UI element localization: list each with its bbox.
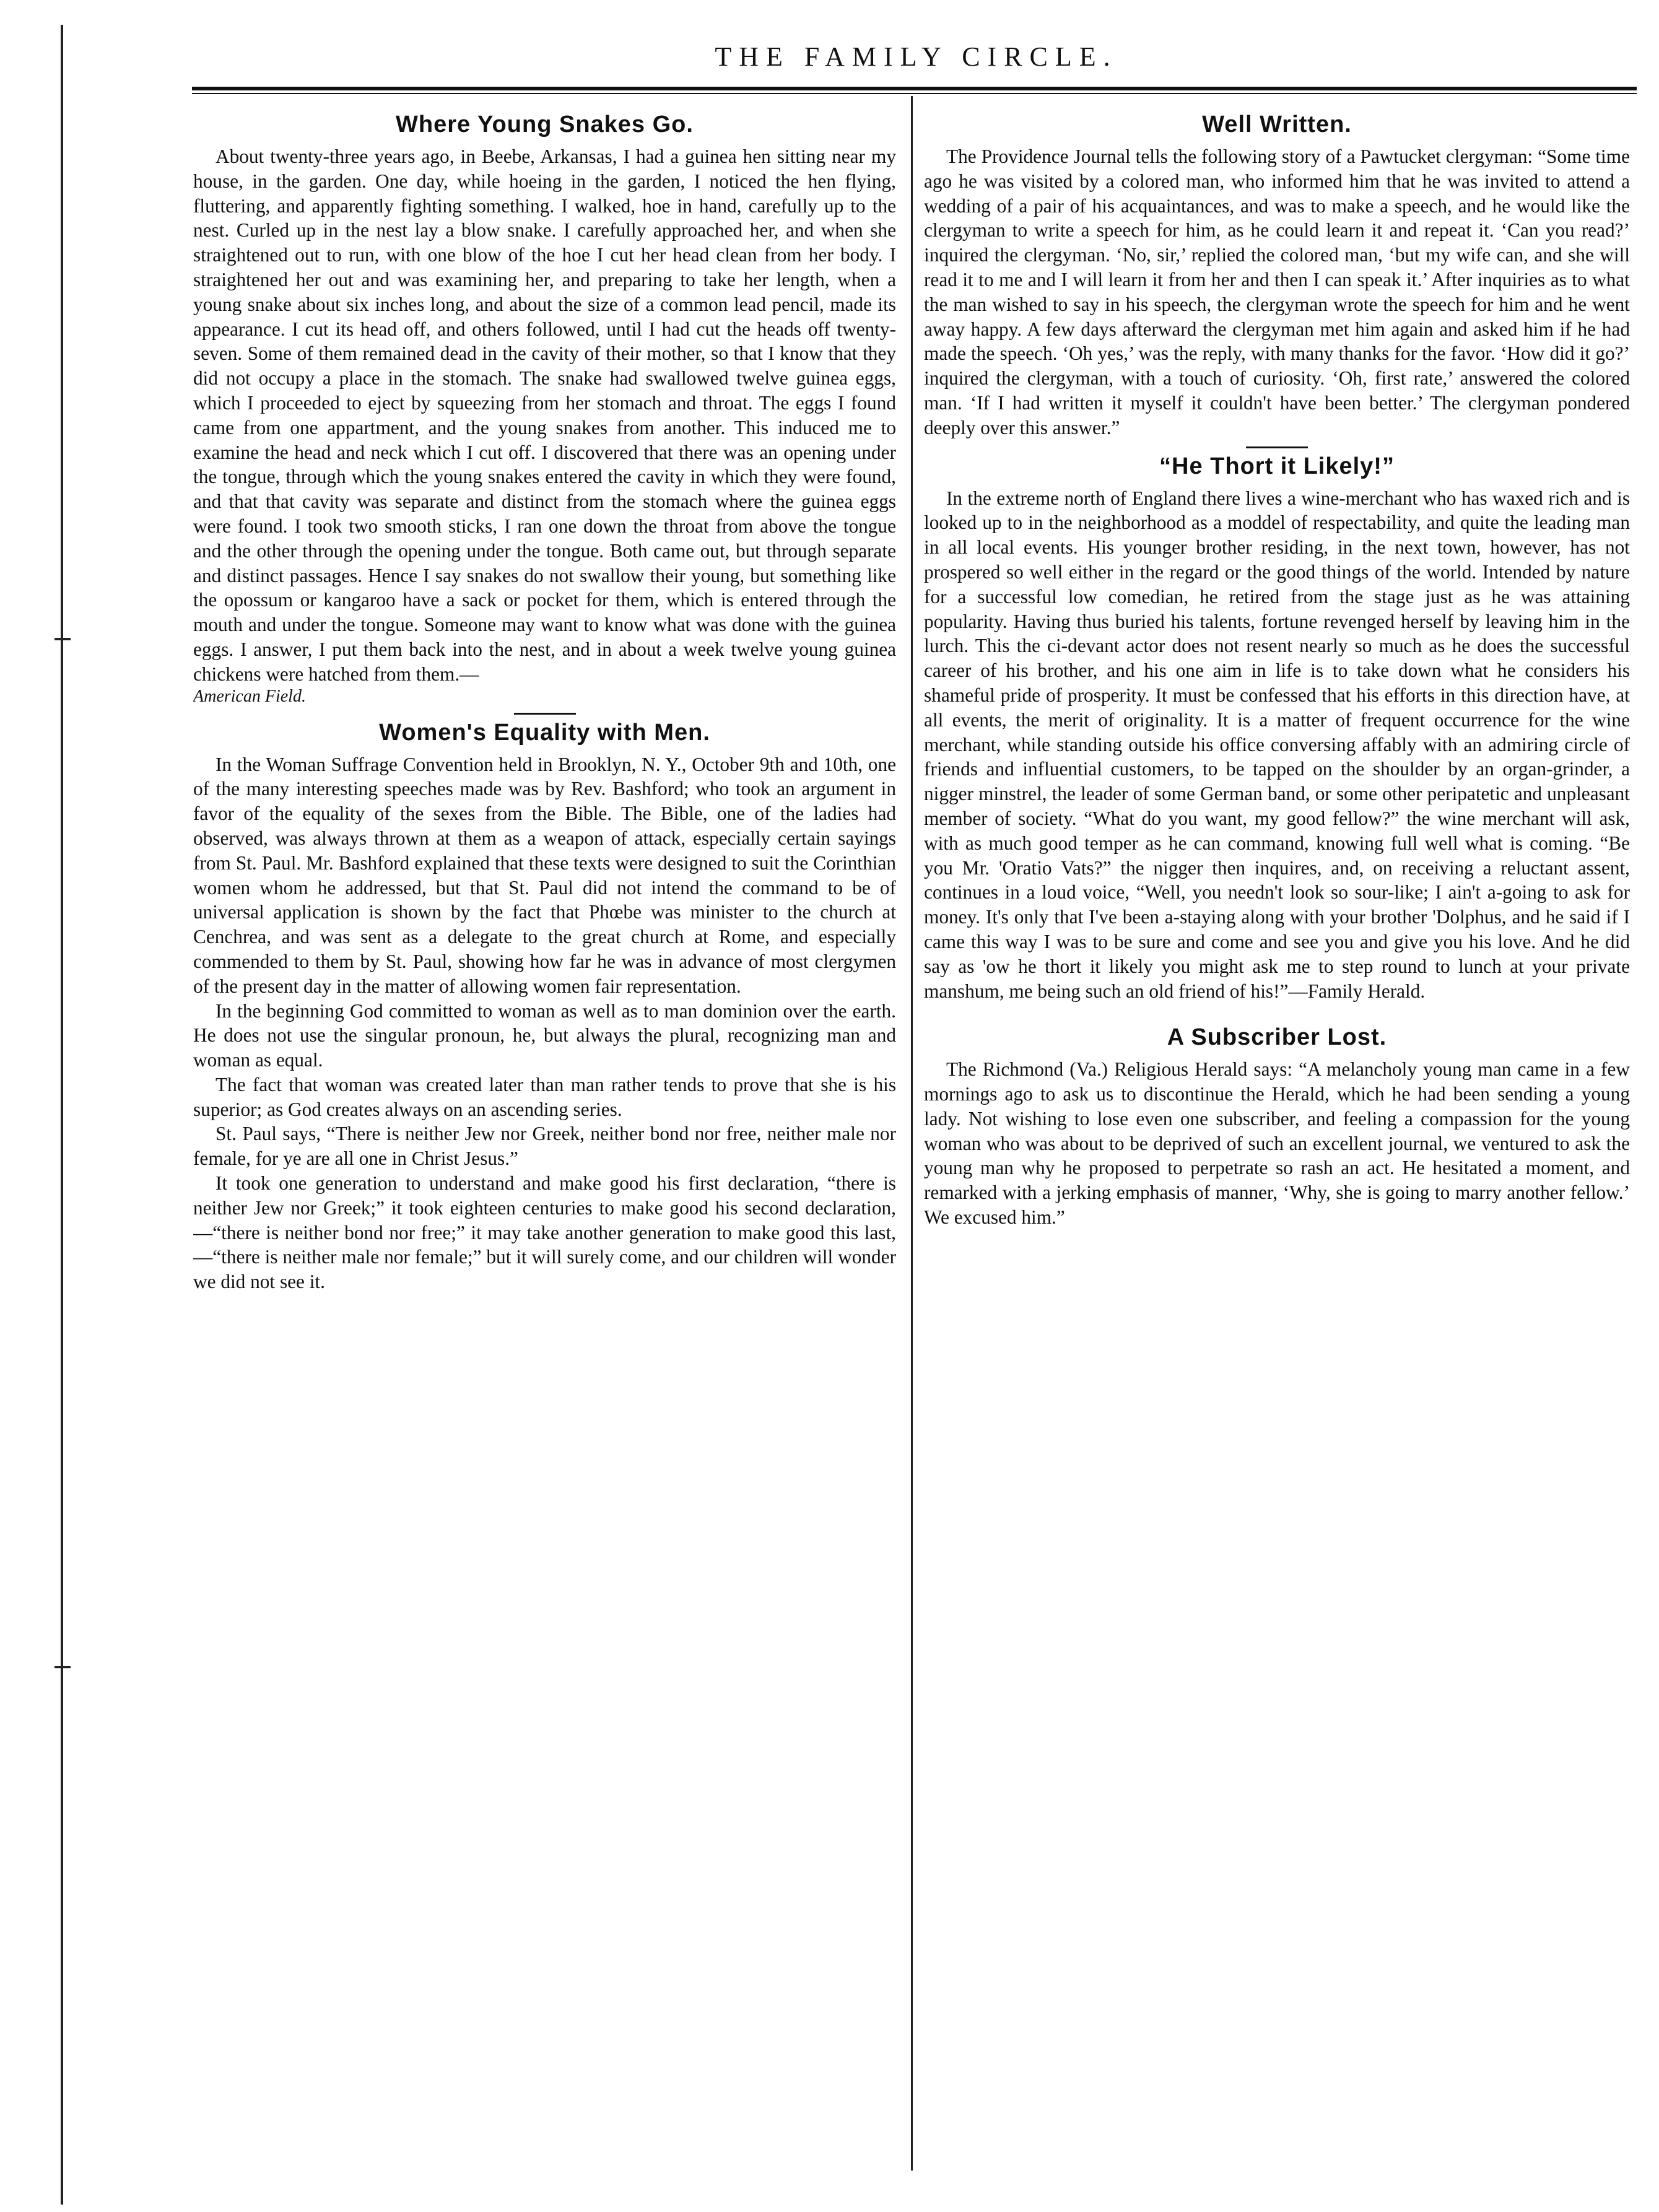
article-source: American Field. (193, 686, 306, 706)
article-title: Women's Equality with Men. (379, 719, 710, 746)
margin-tick-mark (54, 638, 71, 640)
article-title: “He Thort it Likely!” (1159, 453, 1395, 479)
article-paragraph: In the beginning God committed to woman as well as to man dominion over the earth. He does not use the singular pronoun, he, but always the plural, recognizing man and woman as equal. (193, 999, 896, 1071)
article-paragraph: In the Woman Suffrage Convention held in Brooklyn, N. Y., October 9th and 10th, one of the many interesting speeches made was by Rev. Bashford; who took an argument in favor of the equality of the sexes from the Bible. The Bible, one of the ladies had observed, was always thrown at them as a weapon of attack, especially certain sayings from St. Paul. Mr. Bashford explained that these texts were designed to suit the Corinthian women whom he addressed, but that St. Paul did not intend the command to be of universal application is shown by the fact that Phœbe was minister to the church at Cenchrea, and was sent as a delegate to the great church at Rome, and especially commended to them by St. Paul, showing how far he was in advance of most clergymen of the present day in the matter of allowing women fair representation. (193, 753, 896, 997)
column-divider (911, 96, 913, 2171)
article-separator (1246, 446, 1308, 448)
article-title: Where Young Snakes Go. (396, 111, 694, 137)
article-snakes (193, 111, 896, 707)
article-paragraph: It took one generation to understand and make good his first declaration, “there is neither Jew nor Greek;” it took eighteen centuries to make good his second declaration,—“there is neither bond nor free;” it may take another generation to make good this last,—“there is neither male nor female;” but it will surely come, and our children will wonder we did not see it. (193, 1172, 896, 1293)
margin-tick-mark (54, 1666, 71, 1668)
article-title: Well Written. (1202, 111, 1352, 137)
article-separator (514, 713, 576, 715)
article-womens-equality (193, 720, 896, 1295)
article-paragraph: St. Paul says, “There is neither Jew nor Greek, neither bond nor free, neither male nor female, for ye are all one in Christ Jesus.” (193, 1123, 896, 1170)
article-spacer (924, 1003, 1630, 1019)
page-margin-rule (61, 25, 63, 2205)
article-paragraph: The Richmond (Va.) Religious Herald says: “A melancholy young man came in a few mornings ago to ask us to discontinue the Herald, which he had been sending a young lady. Not wishing to lose even one subscriber, and feeling a compassion for the young woman who was about to be deprived of such an excellent journal, we ventured to ask the young man why he proposed to perpetrate so rash an act. He hesitated a moment, and remarked with a jerking emphasis of manner, ‘Why, she is going to marry another fellow.’ We excused him.” (924, 1058, 1630, 1229)
article-paragraph: The fact that woman was created later than man rather tends to prove that she is his superior; as God creates always on an ascending series. (193, 1073, 896, 1120)
article-subscriber-lost (924, 1024, 1630, 1230)
right-column (924, 107, 1630, 2187)
article-title: A Subscriber Lost. (1167, 1024, 1387, 1051)
article-well-written (924, 111, 1630, 440)
article-he-thort-it-likely (924, 453, 1630, 1004)
masthead-title: THE FAMILY CIRCLE. (715, 41, 1118, 72)
masthead-rule-thin (192, 93, 1637, 94)
article-paragraph: The Providence Journal tells the following story of a Pawtucket clergyman: “Some time ago he was visited by a colored man, who informed him that he was invited to attend a wedding of a pair of his acquaintances, and was to make a speech, and he would like the clergyman to write a speech for him, as he could learn it and repeat it. ‘Can you read?’ inquired the clergyman. ‘No, sir,’ replied the colored man, ‘but my wife can, and she will read it to me and I will learn it from her and then I can speak it.’ After inquiries as to what the man wished to say in his speech, the clergyman wrote the speech for him and he went away happy. A few days afterward the clergyman met him again and asked him if he had made the speech. ‘Oh yes,’ was the reply, with many thanks for the favor. ‘How did it go?’ inquired the clergyman, with a touch of curiosity. ‘Oh, first rate,’ answered the colored man. ‘If I had written it myself it couldn't have been better.’ The clergyman pondered deeply over this answer.” (924, 146, 1630, 438)
left-column (193, 107, 896, 2187)
article-paragraph: About twenty-three years ago, in Beebe, Arkansas, I had a guinea hen sitting near my house, in the garden. One day, while hoeing in the garden, I noticed the hen flying, fluttering, and apparently fighting something. I walked, hoe in hand, carefully up to the nest. Curled up in the nest lay a blow snake. I carefully approached her, and when she straightened out to run, with one blow of the hoe I cut her head clean from her body. I straightened her out and was examining her, and preparing to take her length, when a young snake about six inches long, and about the size of a common lead pencil, made its appearance. I cut its head off, and others followed, until I had cut the heads off twenty-seven. Some of them remained dead in the cavity of their mother, so that I know that they did not occupy a place in the stomach. The snake had swallowed twelve guinea eggs, which I proceeded to eject by squeezing from her stomach and throat. The eggs I found came from one appartment, and the young snakes from another. This induced me to examine the head and neck which I cut off. I discovered that there was an opening under the tongue, through which the young snakes entered the cavity in which they were found, and that that cavity was separate and distinct from the stomach where the guinea eggs were found. I took two smooth sticks, I ran one down the throat from above the tongue and the other through the opening under the tongue. Both came out, but through separate and distinct passages. Hence I say snakes do not swallow their young, but something like the opossum or kangaroo have a sack or pocket for them, which is entered through the mouth and under the tongue. Someone may want to know what was done with the guinea eggs. I answer, I put them back into the nest, and in about a week twelve young guinea chickens were hatched from them.— (193, 146, 896, 685)
masthead-rule-thick (192, 87, 1637, 90)
article-paragraph: In the extreme north of England there lives a wine-merchant who has waxed rich and is looked up to in the neighborhood as a moddel of respectability, and quite the leading man in all local events. His younger brother residing, in the next town, however, has not prospered so well either in the regard or the good things of the world. Intended by nature for a successful low comedian, he retired from the stage just as he was attaining popularity. Having thus buried his talents, fortune revenged herself by leaving him in the lurch. This the ci-devant actor does not resent nearly so much as he does the successful career of his brother, and his one aim in life is to take down what he considers his shameful pride of prosperity. It must be confessed that his efforts in this direction have, at all events, the merit of originality. It is a matter of frequent occurrence for the wine merchant, while standing outside his office conversing affably with an admiring circle of friends and influential customers, to be tapped on the shoulder by an organ-grinder, a nigger minstrel, the leader of some German band, or some other peripatetic and unpleasant member of society. “What do you want, my good fellow?” the wine merchant will ask, with as much good temper as he can command, knowing full well what is coming. “Be you Mr. 'Oratio Vats?” the nigger then inquires, and, on receiving a reluctant assent, continues in a loud voice, “Well, you needn't look so sour-like; I ain't a-going to ask for money. It's only that I've been a-staying along with your brother 'Dolphus, and he said if I came this way I was to be sure and come and see you and give you his love. And he did say as 'ow he thort it likely you might ask me to step round to lunch at your private manshum, me being such an old friend of his!”—Family Herald. (924, 487, 1630, 1002)
